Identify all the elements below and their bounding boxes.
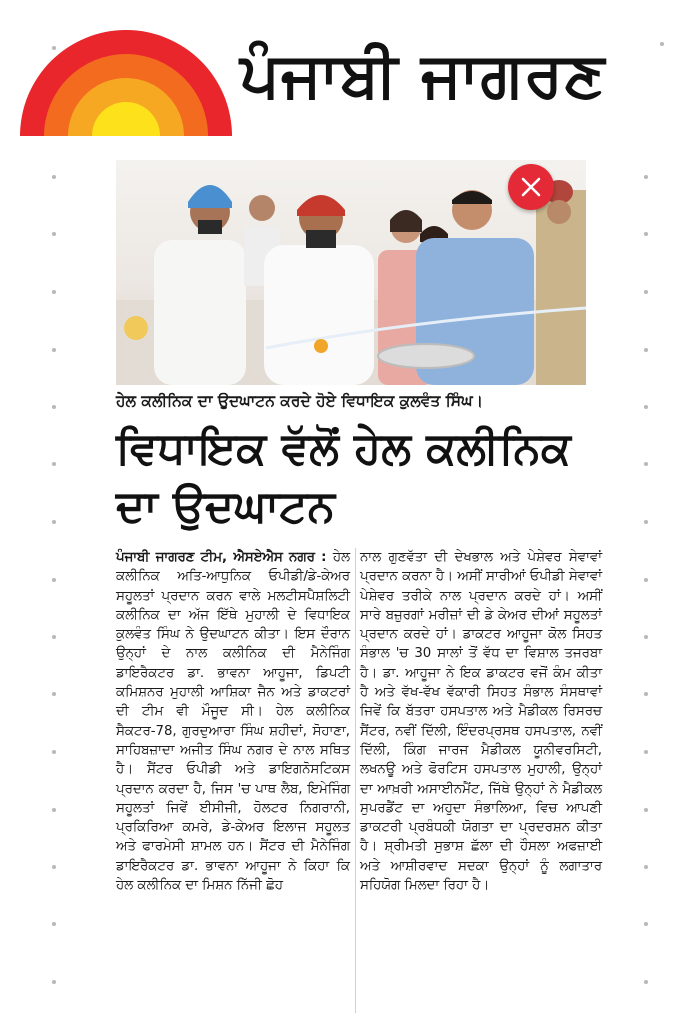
article-headline: ਵਿਧਾਇਕ ਵੱਲੋਂ ਹੇਲ ਕਲੀਨਿਕ ਦਾ ਉਦਘਾਟਨ	[116, 423, 571, 532]
close-button[interactable]	[508, 164, 554, 210]
column-divider	[355, 548, 356, 1013]
close-icon	[521, 177, 541, 197]
article-body-right: ਨਾਲ ਗੁਣਵੱਤਾ ਦੀ ਦੇਖਭਾਲ ਅਤੇ ਪੇਸ਼ੇਵਰ ਸੇਵਾਵਾਂ ਪ੍ਰਦਾਨ ਕਰਨਾ ਹੈ। ਅਸੀਂ ਸਾਰੀਆਂ ਓਪੀਡੀ ਸੇਵਾਵਾਂ ਪੇਸ਼ੇਵਰ ਤਰੀਕੇ ਨਾਲ ਪ੍ਰਦਾਨ ਕਰਦੇ ਹਾਂ। ਅਸੀਂ ਸਾਰੇ ਬਜ਼ੁਰਗਾਂ ਮਰੀਜ਼ਾਂ ਦੀ ਡੇ ਕੇਅਰ ਦੀਆਂ ਸਹੂਲਤਾਂ ਪ੍ਰਦਾਨ ਕਰਦੇ ਹਾਂ। ਡਾਕਟਰ ਆਹੂਜਾ ਕੋਲ ਸਿਹਤ ਸੰਭਾਲ 'ਚ 30 ਸਾਲਾਂ ਤੋਂ ਵੱਧ ਦਾ ਵਿਸ਼ਾਲ ਤਜਰਬਾ ਹੈ। ਡਾ. ਆਹੂਜਾ ਨੇ ਇਕ ਡਾਕਟਰ ਵਜੋਂ ਕੰਮ ਕੀਤਾ ਹੈ ਅਤੇ ਵੱਖ-ਵੱਖ ਵੱਕਾਰੀ ਸਿਹਤ ਸੰਭਾਲ ਸੰਸਥਾਵਾਂ ਜਿਵੇਂ ਕਿ ਬੱਤਰਾ ਹਸਪਤਾਲ ਅਤੇ ਮੈਡੀਕਲ ਰਿਸਰਚ ਸੈਂਟਰ, ਨਵੀਂ ਦਿੱਲੀ, ਇੰਦਰਪ੍ਰਸਥ ਹਸਪਤਾਲ, ਨਵੀਂ ਦਿੱਲੀ, ਕਿੰਗ ਜਾਰਜ ਮੈਡੀਕਲ ਯੂਨੀਵਰਸਿਟੀ, ਲਖਨਊ ਅਤੇ ਫੋਰਟਿਸ ਹਸਪਤਾਲ ਮੁਹਾਲੀ, ਉਨ੍ਹਾਂ ਦਾ ਆਖ਼ਰੀ ਅਸਾਈਨਮੈਂਟ, ਜਿੱਥੇ ਉਨ੍ਹਾਂ ਨੇ ਮੈਡੀਕਲ ਸੁਪਰਡੈਂਟ ਦਾ ਅਹੁਦਾ ਸੰਭਾਲਿਆ, ਵਿਚ ਆਪਣੀ ਡਾਕਟਰੀ ਪ੍ਰਬੰਧਕੀ ਯੋਗਤਾ ਦਾ ਪ੍ਰਦਰਸ਼ਨ ਕੀਤਾ ਹੈ। ਸ਼੍ਰੀਮਤੀ ਸੁਭਾਸ਼ ਛੱਲਾ ਦੀ ਹੌਸਲਾ ਅਫਜ਼ਾਈ ਅਤੇ ਆਸ਼ੀਰਵਾਦ ਸਦਕਾ ਉਨ੍ਹਾਂ ਨੂੰ ਲਗਾਤਾਰ ਸਹਿਯੋਗ ਮਿਲਦਾ ਰਿਹਾ ਹੈ।	[360, 550, 602, 894]
photo-caption: ਹੇਲ ਕਲੀਨਿਕ ਦਾ ਉਦਘਾਟਨ ਕਰਦੇ ਹੋਏ ਵਿਧਾਇਕ ਕੁਲਵੰਤ ਸਿੰਘ।	[116, 392, 484, 410]
sun-logo-icon	[20, 28, 232, 136]
article-body-left: ਹੇਲ ਕਲੀਨਿਕ ਅਤਿ-ਆਧੁਨਿਕ ਓਪੀਡੀ/ਡੇ-ਕੇਅਰ ਸਹੂਲਤਾਂ ਪ੍ਰਦਾਨ ਕਰਨ ਵਾਲੇ ਮਲਟੀਸਪੈਸ਼ਲਿਟੀ ਕਲੀਨਿਕ ਦਾ ਅੱਜ ਇੱਥੇ ਮੁਹਾਲੀ ਦੇ ਵਿਧਾਇਕ ਕੁਲਵੰਤ ਸਿੰਘ ਨੇ ਉਦਘਾਟਨ ਕੀਤਾ। ਇਸ ਦੌਰਾਨ ਉਨ੍ਹਾਂ ਦੇ ਨਾਲ ਕਲੀਨਿਕ ਦੀ ਮੈਨੇਜਿੰਗ ਡਾਇਰੈਕਟਰ ਡਾ. ਭਾਵਨਾ ਆਹੂਜਾ, ਡਿਪਟੀ ਕਮਿਸ਼ਨਰ ਮੁਹਾਲੀ ਆਸ਼ਿਕਾ ਜੈਨ ਅਤੇ ਡਾਕਟਰਾਂ ਦੀ ਟੀਮ ਵੀ ਮੌਜੂਦ ਸੀ। ਹੇਲ ਕਲੀਨਿਕ ਸੈਕਟਰ-78, ਗੁਰਦੁਆਰਾ ਸਿੰਘ ਸ਼ਹੀਦਾਂ, ਸੋਹਾਣਾ, ਸਾਹਿਬਜ਼ਾਦਾ ਅਜੀਤ ਸਿੰਘ ਨਗਰ ਦੇ ਨਾਲ ਸਥਿਤ ਹੈ। ਸੈਂਟਰ ਓਪੀਡੀ ਅਤੇ ਡਾਇਗਨੋਸਟਿਕਸ ਪ੍ਰਦਾਨ ਕਰਦਾ ਹੈ, ਜਿਸ 'ਚ ਪਾਥ ਲੈਬ, ਇਮੇਜਿੰਗ ਸਹੂਲਤਾਂ ਜਿਵੇਂ ਈਸੀਜੀ, ਹੋਲਟਰ ਨਿਗਰਾਨੀ, ਪ੍ਰਕਿਰਿਆ ਕਮਰੇ, ਡੇ-ਕੇਅਰ ਇਲਾਜ ਸਹੂਲਤ ਅਤੇ ਫਾਰਮੇਸੀ ਸ਼ਾਮਲ ਹਨ। ਸੈਂਟਰ ਦੀ ਮੈਨੇਜਿੰਗ ਡਾਇਰੈਕਟਰ ਡਾ. ਭਾਵਨਾ ਆਹੂਜਾ ਨੇ ਕਿਹਾ ਕਿ ਹੇਲ ਕਲੀਨਿਕ ਦਾ ਮਿਸ਼ਨ ਨਿੱਜੀ ਛੋਹ	[116, 550, 350, 894]
article-column-right	[360, 548, 602, 895]
newspaper-title: ਪੰਜਾਬੀ ਜਾਗਰਣ	[240, 38, 606, 111]
article-byline: ਪੰਜਾਬੀ ਜਾਗਰਣ ਟੀਮ, ਐਸਏਐਸ ਨਗਰ :	[116, 550, 333, 565]
masthead	[0, 0, 700, 145]
article-column-left	[116, 548, 350, 895]
